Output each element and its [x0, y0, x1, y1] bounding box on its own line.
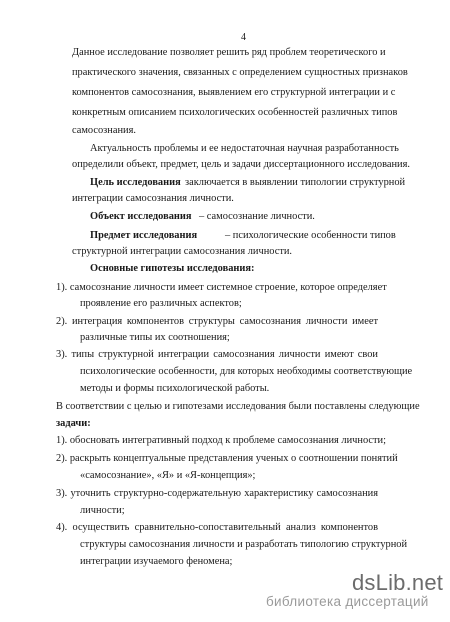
- text-line: конкретным описанием психологических особенностей различных типов: [72, 107, 398, 118]
- text-line: определили объект, предмет, цель и задачи диссертационного исследования.: [72, 159, 410, 170]
- text-line: проявление его различных аспектов;: [80, 298, 242, 309]
- text-line: психологические особенности, для которых необходимы соответствующие: [80, 366, 413, 377]
- tasks-heading: задачи:: [56, 418, 91, 429]
- text-line: самосознания.: [72, 125, 136, 136]
- text-line: 3). уточнить структурно-содержательную характеристику самосознания: [56, 488, 378, 499]
- text-line: структурной интеграции самосознания личности.: [72, 246, 293, 257]
- text-line: В соответствии с целью и гипотезами исследования были поставлены следующие: [56, 401, 420, 412]
- text-line: практического значения, связанных с определением сущностных признаков: [72, 67, 408, 78]
- hypotheses-heading: Основные гипотезы исследования:: [90, 263, 255, 274]
- text-line: 3). типы структурной интеграции самосознания личности имеют свои: [56, 349, 378, 360]
- subject-heading: Предмет исследования: [90, 230, 198, 241]
- text-line: личности;: [80, 505, 125, 516]
- text-line: интеграции изучаемого феномена;: [80, 556, 233, 567]
- text-line: компонентов самосознания, выявлением его структурной интеграции и с: [72, 87, 396, 98]
- text-line: – психологические особенности типов: [225, 230, 396, 241]
- text-line: интеграции самосознания личности.: [72, 193, 234, 204]
- text-line: «самосознание», «Я» и «Я-концепция»;: [80, 470, 256, 481]
- text-line: Данное исследование позволяет решить ряд проблем теоретического и: [72, 47, 386, 58]
- text-line: 2). раскрыть концептуальные представления ученых о соотношении понятий: [56, 453, 398, 464]
- text-line: – самосознание личности.: [199, 211, 315, 222]
- text-line: Актуальность проблемы и ее недостаточная научная разработанность: [90, 143, 399, 154]
- text-line: 1). обосновать интегративный подход к проблеме самосознания личности;: [56, 435, 387, 446]
- page-number: 4: [241, 32, 246, 43]
- text-line: структуры самосознания личности и разработать типологию структурной: [80, 539, 408, 550]
- goal-heading: Цель исследования: [90, 177, 181, 188]
- text-line: 4). осуществить сравнительно-сопоставительный анализ компонентов: [56, 522, 378, 533]
- text-line: 1). самосознание личности имеет системное строение, которое определяет: [56, 282, 387, 293]
- text-line: различные типы их соотношения;: [80, 332, 230, 343]
- text-line: заключается в выявлении типологии структурной: [185, 177, 406, 188]
- text-line: 2). интеграция компонентов структуры самосознания личности имеет: [56, 316, 378, 327]
- watermark-logo: dsLib.net: [352, 570, 444, 595]
- text-line: методы и формы психологической работы.: [80, 383, 270, 394]
- watermark-subtitle: библиотека диссертаций: [266, 594, 429, 609]
- object-heading: Объект исследования: [90, 211, 192, 222]
